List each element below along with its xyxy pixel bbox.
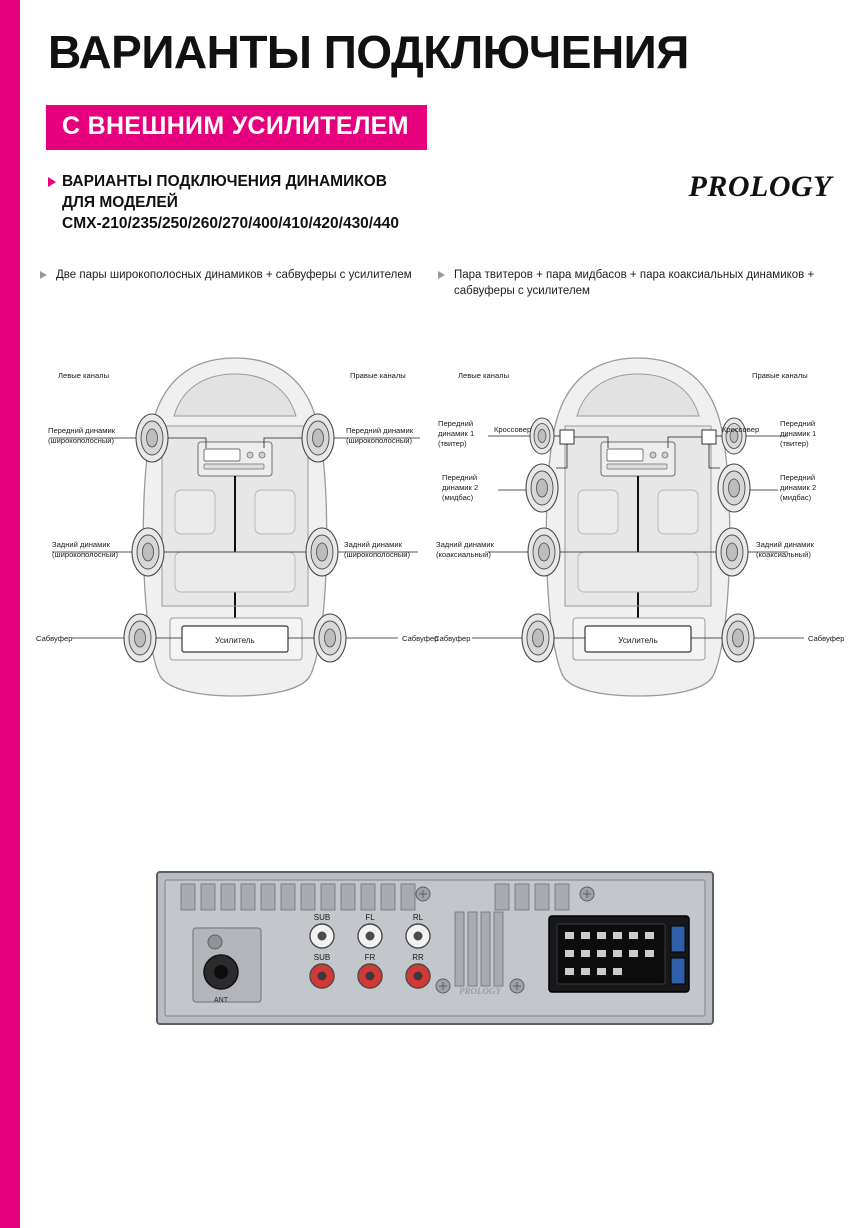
diagram-1-header [40, 268, 430, 284]
section-heading-line2: ДЛЯ МОДЕЛЕЙ [62, 193, 178, 211]
label-front2-right-2: динамик 2 [780, 483, 817, 492]
speaker-rear-right [306, 528, 338, 576]
diagram-1 [30, 330, 440, 710]
label-sub-right: Сабвуфер [402, 634, 439, 643]
speaker-tweeter-left [530, 418, 554, 454]
label-rear-right-2: (коаксиальный) [756, 550, 811, 559]
label-rear-right-1: Задний динамик [756, 540, 814, 549]
label-rear-left-2: (широкополосный) [52, 550, 119, 559]
label-front1-left-2: динамик 1 [438, 429, 475, 438]
brand-logo: PROLOGY [688, 170, 832, 203]
crossover-left-box [560, 430, 574, 444]
diagram-2-heading-text: Пара твитеров + пара мидбасов + пара коаксиальных динамиков + сабвуферы с усилителем [454, 269, 815, 297]
section-heading-line1: ВАРИАНТЫ ПОДКЛЮЧЕНИЯ ДИНАМИКОВ [62, 173, 387, 190]
antenna-label: ANT [214, 997, 228, 1004]
triangle-bullet-icon [48, 177, 56, 187]
label-front1-left-1: Передний [438, 419, 474, 428]
accent-left-bar [0, 0, 20, 1228]
diagram-2-left-channels-label: Левые каналы [458, 371, 510, 380]
speaker-sub-right [314, 614, 346, 662]
rca-label-fr: FR [364, 953, 376, 962]
diagram-2 [432, 330, 844, 710]
label-crossover-right: Кроссовер [722, 425, 760, 434]
rca-label-sub-top: SUB [313, 913, 331, 922]
label-front2-left-2: динамик 2 [442, 483, 479, 492]
label-rear-left-1: Задний динамик [436, 540, 494, 549]
speaker-coax-left [528, 528, 560, 576]
label-sub-left: Сабвуфер [434, 634, 471, 643]
speaker-coax-right [716, 528, 748, 576]
label-front1-right-1: Передний [780, 419, 816, 428]
triangle-bullet-icon [40, 271, 47, 279]
diagram-1-amplifier-label: Усилитель [215, 636, 255, 645]
diagram-2-right-channels-label: Правые каналы [752, 371, 808, 380]
speaker-front-right [302, 414, 334, 462]
label-front1-right-2: динамик 1 [780, 429, 817, 438]
page-title: ВАРИАНТЫ ПОДКЛЮЧЕНИЯ [48, 26, 689, 78]
rca-label-sub-bottom: SUB [313, 953, 331, 962]
diagram-1-left-channels-label: Левые каналы [58, 371, 110, 380]
label-front2-right-1: Передний [780, 473, 816, 482]
head-unit-brand: PROLOGY [459, 986, 501, 996]
label-front-left-1: Передний динамик [48, 426, 116, 435]
label-crossover-left: Кроссовер [494, 425, 532, 434]
speaker-rear-left [132, 528, 164, 576]
speaker-midbass-left [526, 464, 558, 512]
speaker-front-left [136, 414, 168, 462]
diagram-2-header [438, 268, 838, 299]
rca-label-fl: FL [365, 913, 375, 922]
speaker-sub-right [722, 614, 754, 662]
subtitle-band: С ВНЕШНИМ УСИЛИТЕЛЕМ [46, 105, 427, 150]
speaker-midbass-right [718, 464, 750, 512]
head-unit-rear-panel [155, 868, 715, 1028]
section-heading [48, 172, 568, 235]
speaker-sub-left [124, 614, 156, 662]
crossover-right-box [702, 430, 716, 444]
diagram-2-amplifier-label: Усилитель [618, 636, 658, 645]
rca-label-rl: RL [412, 913, 424, 922]
rca-label-rr: RR [412, 953, 424, 962]
label-front2-right-3: (мидбас) [780, 493, 812, 502]
label-sub-right: Сабвуфер [808, 634, 844, 643]
triangle-bullet-icon [438, 271, 445, 279]
diagram-1-heading-text: Две пары широкополосных динамиков + сабвуферы с усилителем [56, 269, 412, 281]
speaker-tweeter-right [722, 418, 746, 454]
label-rear-left-2: (коаксиальный) [436, 550, 491, 559]
label-front1-right-3: (твитер) [780, 439, 809, 448]
section-heading-models: CMX-210/235/250/260/270/400/410/420/430/440 [62, 214, 399, 232]
label-rear-right-1: Задний динамик [344, 540, 402, 549]
label-front2-left-1: Передний [442, 473, 478, 482]
label-rear-left-1: Задний динамик [52, 540, 110, 549]
label-rear-right-2: (широкополосный) [344, 550, 411, 559]
diagram-1-right-channels-label: Правые каналы [350, 371, 406, 380]
label-front-right-1: Передний динамик [346, 426, 414, 435]
label-front1-left-3: (твитер) [438, 439, 467, 448]
label-front-right-2: (широкополосный) [346, 436, 413, 445]
label-sub-left: Сабвуфер [36, 634, 73, 643]
label-front-left-2: (широкополосный) [48, 436, 115, 445]
speaker-sub-left [522, 614, 554, 662]
label-front2-left-3: (мидбас) [442, 493, 474, 502]
